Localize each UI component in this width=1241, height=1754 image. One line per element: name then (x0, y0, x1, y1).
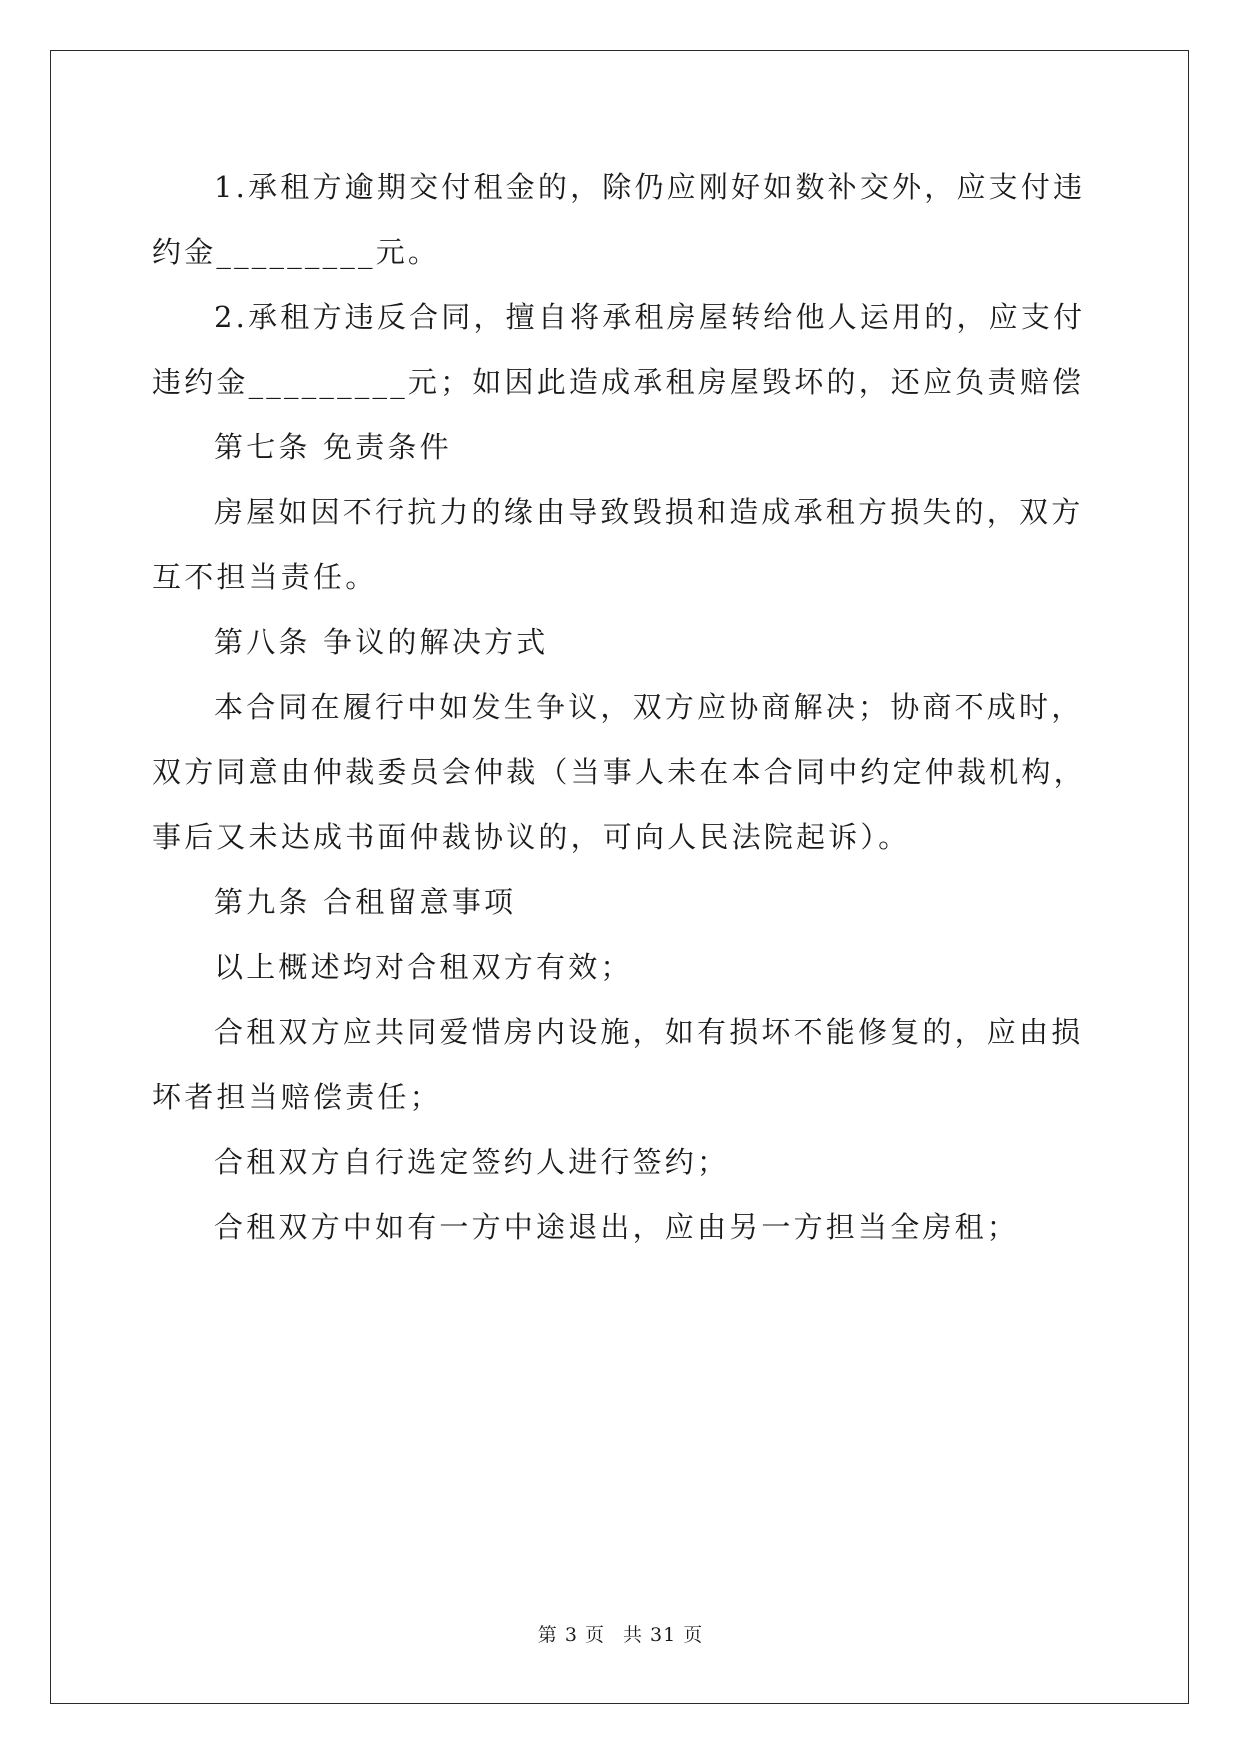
paragraph-penalty-late-rent: 1.承租方逾期交付租金的，除仍应刚好如数补交外，应支付违约金_________元。 (152, 170, 1086, 269)
page-number: 第 3 页 (537, 1624, 605, 1646)
paragraph-force-majeure: 房屋如因不行抗力的缘由导致毁损和造成承租方损失的，双方互不担当责任。 (152, 495, 1084, 594)
paragraph-notes-3: 合租双方自行选定签约人进行签约； (214, 1145, 730, 1179)
document-body (152, 155, 1087, 1260)
page-footer (0, 1620, 1241, 1647)
paragraph-penalty-sublet: 2.承租方违反合同，擅自将承租房屋转给他人运用的，应支付违约金_________元；如因此造成承租房屋毁坏的，还应负责赔偿 (152, 300, 1086, 399)
heading-article-8: 第八条 争议的解决方式 (214, 625, 549, 659)
paragraph-dispute-resolution: 本合同在履行中如发生争议，双方应协商解决；协商不成时，双方同意由仲裁委员会仲裁（当事人未在本合同中约定仲裁机构，事后又未达成书面仲裁协议的，可向人民法院起诉）。 (152, 690, 1086, 854)
total-pages: 共 31 页 (622, 1624, 704, 1646)
heading-article-7: 第七条 免责条件 (214, 430, 452, 464)
heading-article-9: 第九条 合租留意事项 (214, 885, 517, 919)
paragraph-notes-4: 合租双方中如有一方中途退出，应由另一方担当全房租； (214, 1210, 1020, 1244)
paragraph-notes-2: 合租双方应共同爱惜房内设施，如有损坏不能修复的，应由损坏者担当赔偿责任； (152, 1015, 1084, 1114)
paragraph-notes-1: 以上概述均对合租双方有效； (214, 950, 633, 984)
